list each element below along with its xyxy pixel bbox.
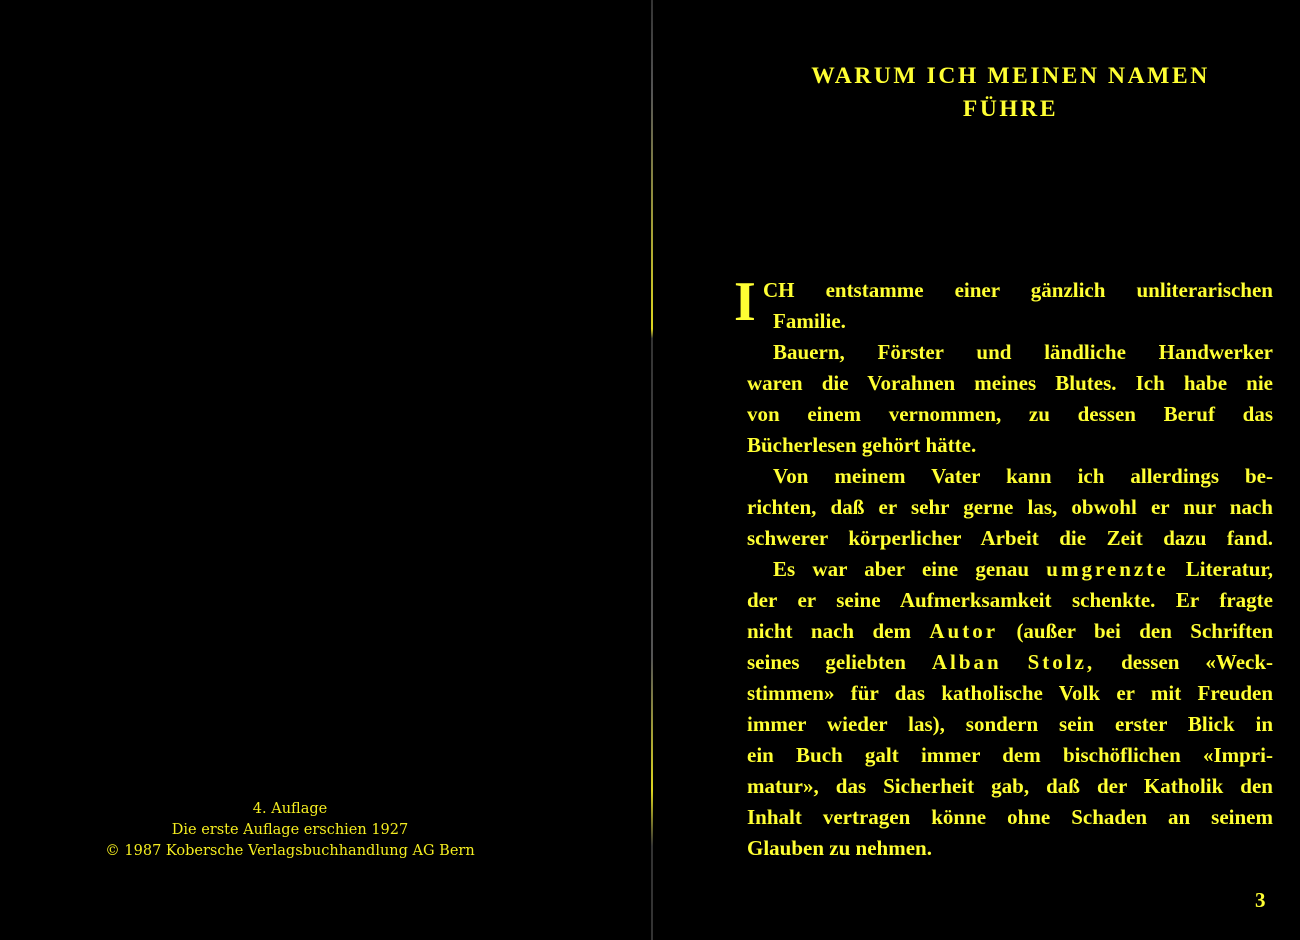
first-edition-line: Die erste Auflage erschien 1927 xyxy=(171,822,409,838)
text-line: immer wieder las), sondern sein erster Blick in xyxy=(747,712,1273,736)
text-line: Bauern, Förster und ländliche Handwerker xyxy=(773,340,1273,364)
text-line: der er seine Aufmerksamkeit schenkte. Er fragte xyxy=(747,588,1273,612)
copyright-line: © 1987 Kobersche Verlagsbuchhandlung AG Bern xyxy=(105,843,475,859)
text-line: Von meinem Vater kann ich allerdings be- xyxy=(773,464,1273,488)
chapter-title xyxy=(748,60,1273,126)
text-line: schwerer körperlicher Arbeit die Zeit dazu fand. xyxy=(747,526,1273,550)
text-line: von einem vernommen, zu dessen Beruf das xyxy=(747,402,1273,426)
colophon xyxy=(60,799,520,862)
spaced-word: Stolz, xyxy=(1027,650,1096,674)
spaced-word: Alban xyxy=(931,650,1002,674)
chapter-title-line-1: WARUM ICH MEINEN NAMEN xyxy=(811,63,1210,89)
text-line: ein Buch galt immer dem bischöflichen «Impri- xyxy=(747,743,1273,767)
text-line: waren die Vorahnen meines Blutes. Ich habe nie xyxy=(747,371,1273,395)
drop-cap: I xyxy=(734,271,756,333)
text-line: richten, daß er sehr gerne las, obwohl er nur nach xyxy=(747,495,1273,519)
text-line: Familie. xyxy=(773,309,846,333)
text-line: Glauben zu nehmen. xyxy=(747,836,932,860)
chapter-title-line-2: FÜHRE xyxy=(962,96,1059,122)
text-line: seines geliebten Alban Stolz, dessen «Weck- xyxy=(747,650,1274,674)
body-text xyxy=(734,271,1274,864)
first-line-text: CH entstamme einer gänzlich unliterarischen xyxy=(763,278,1273,302)
text-line: Inhalt vertragen könne ohne Schaden an seinem xyxy=(747,805,1273,829)
page-number: 3 xyxy=(1255,888,1266,912)
spaced-word: umgrenzte xyxy=(1046,557,1169,581)
text-line: nicht nach dem Autor (außer bei den Schriften xyxy=(747,619,1274,643)
text-line: Bücherlesen gehört hätte. xyxy=(747,433,977,457)
spaced-word: Autor xyxy=(929,619,999,643)
edition-line: 4. Auflage xyxy=(252,801,328,817)
text-line: matur», das Sicherheit gab, daß der Katholik den xyxy=(747,774,1273,798)
text-line: stimmen» für das katholische Volk er mit Freuden xyxy=(747,681,1273,705)
text-line: Es war aber eine genau umgrenzte Literatur, xyxy=(773,557,1274,581)
